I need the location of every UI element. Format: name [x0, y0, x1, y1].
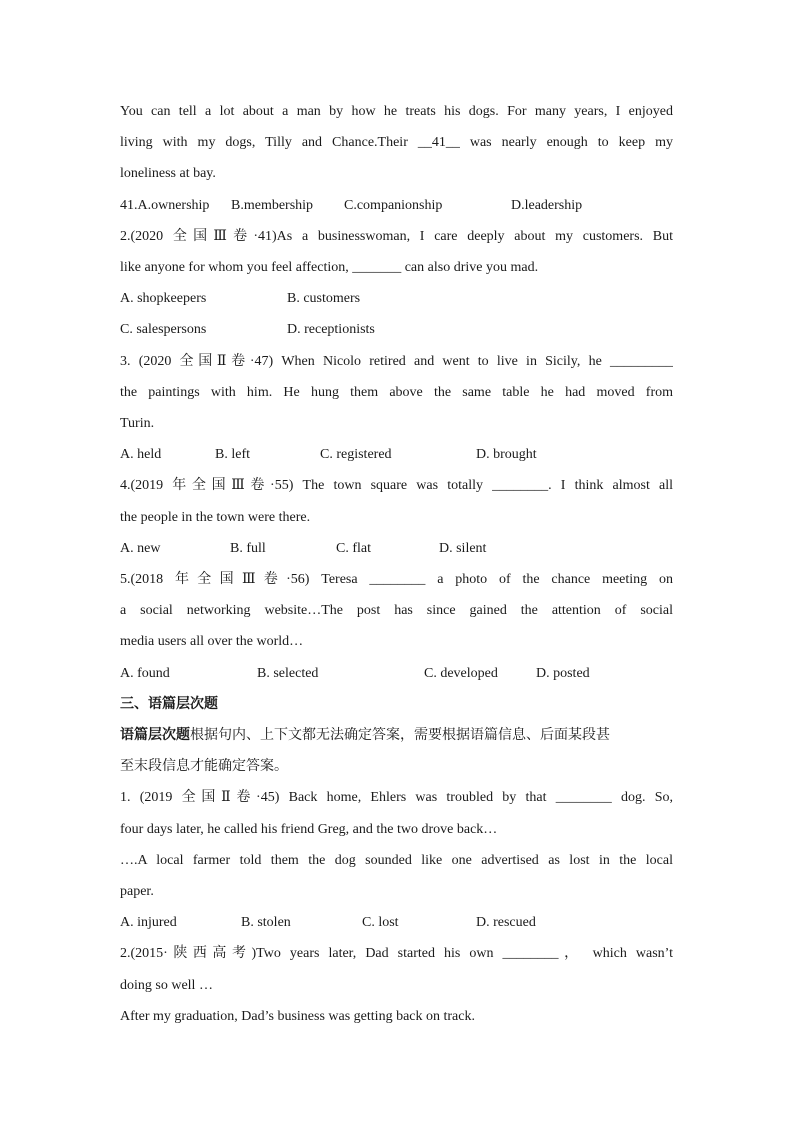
option-b: B. selected — [257, 665, 319, 681]
options-row — [120, 439, 673, 470]
question-line: 4.(2019 年全国Ⅲ卷·55) The town square was totally ________. I think almost all — [120, 478, 673, 494]
option-c: C. developed — [424, 665, 498, 681]
passage-line: loneliness at bay. — [120, 166, 216, 182]
option-a: A. held — [120, 447, 162, 463]
passage-line: living with my dogs, Tilly and Chance.Their __41__ was nearly enough to keep my — [120, 135, 673, 151]
option-d: D. brought — [476, 447, 537, 463]
option-b: B. stolen — [241, 915, 291, 931]
option-d: D. silent — [439, 540, 487, 556]
question-line: 3. (2020 全国Ⅱ卷·47) When Nicolo retired and went to live in Sicily, he _________ — [120, 353, 673, 369]
option-d: D.leadership — [511, 197, 583, 213]
question-line: paper. — [120, 884, 154, 900]
option-c: C. salespersons — [120, 322, 207, 338]
option-b: B. customers — [287, 291, 361, 307]
option-a: 41.A.ownership — [120, 197, 210, 213]
option-d: D. receptionists — [287, 322, 375, 338]
option-b: B. left — [215, 447, 250, 463]
question-line: After my graduation, Dad’s business was getting back on track. — [120, 1008, 475, 1024]
option-c: C.companionship — [344, 197, 443, 213]
question-line: 2.(2020 全国Ⅲ卷·41)As a businesswoman, I care deeply about my customers. But — [120, 228, 673, 244]
question-line: like anyone for whom you feel affection, _______ can also drive you mad. — [120, 260, 539, 276]
question-line: a social networking website…The post has since gained the attention of social — [120, 603, 673, 619]
option-d: D. posted — [536, 665, 590, 681]
options-row — [120, 283, 673, 314]
options-row — [120, 658, 673, 689]
option-d: D. rescued — [476, 915, 536, 931]
option-a: A. found — [120, 665, 170, 681]
option-b: B.membership — [231, 197, 314, 213]
question-line: 1. (2019 全国Ⅱ卷·45) Back home, Ehlers was troubled by that ________ dog. So, — [120, 790, 673, 806]
intro-term: 语篇层次题 — [120, 727, 190, 744]
intro-text: 根据句内、上下文都无法确定答案，需要根据语篇信息、后面某段甚 — [190, 727, 610, 744]
question-line: the paintings with him. He hung them above the same table he had moved from — [120, 384, 673, 400]
document-page — [120, 96, 673, 1032]
question-line: Turin. — [120, 416, 155, 432]
question-line: doing so well … — [120, 977, 213, 993]
options-row — [120, 190, 673, 221]
option-a: A. injured — [120, 915, 177, 931]
section-intro-line: 至末段信息才能确定答案。 — [120, 758, 288, 775]
options-row — [120, 533, 673, 564]
options-row — [120, 314, 673, 345]
option-c: C. flat — [336, 540, 371, 556]
section-heading: 三、语篇层次题 — [120, 695, 218, 712]
option-c: C. registered — [320, 447, 392, 463]
question-line: 5.(2018 年全国Ⅲ卷·56) Teresa ________ a photo of the chance meeting on — [120, 572, 673, 588]
option-a: A. shopkeepers — [120, 291, 207, 307]
section-intro — [120, 720, 673, 751]
question-line: media users all over the world… — [120, 634, 304, 650]
option-a: A. new — [120, 540, 161, 556]
question-line: ….A local farmer told them the dog sounded like one advertised as lost in the local — [120, 852, 673, 868]
option-c: C. lost — [362, 915, 399, 931]
question-line: four days later, he called his friend Greg, and the two drove back… — [120, 821, 498, 837]
passage-line: You can tell a lot about a man by how he treats his dogs. For many years, I enjoyed — [120, 104, 673, 119]
options-row — [120, 907, 673, 938]
question-line: the people in the town were there. — [120, 509, 311, 525]
option-b: B. full — [230, 540, 266, 556]
question-line: 2.(2015·陕西高考)Two years later, Dad started his own ________， which wasn’t — [120, 946, 673, 962]
